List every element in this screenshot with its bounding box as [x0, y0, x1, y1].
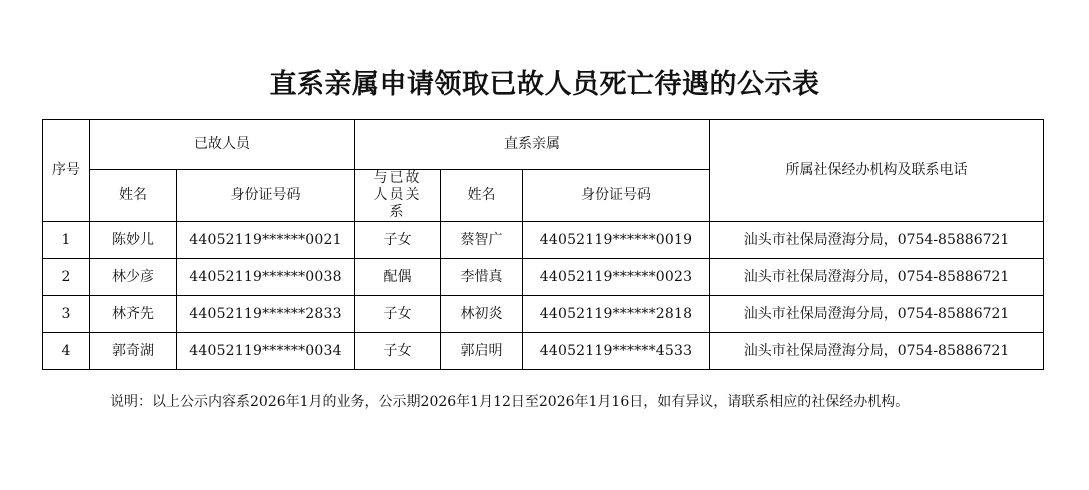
row-office: 汕头市社保局澄海分局，0754-85886721	[710, 333, 1044, 370]
notice-table	[42, 119, 1044, 370]
header-relative-name: 姓名	[441, 170, 523, 222]
row-deceased-name: 郭奇湖	[90, 333, 177, 370]
row-relative-id: 44052119******0019	[523, 222, 710, 259]
row-deceased-id: 44052119******2833	[177, 296, 355, 333]
row-seq: 1	[43, 222, 90, 259]
row-deceased-name: 陈妙儿	[90, 222, 177, 259]
table-row	[43, 296, 1044, 333]
header-seq: 序号	[43, 120, 90, 222]
page-title: 直系亲属申请领取已故人员死亡待遇的公示表	[269, 69, 820, 100]
row-deceased-id: 44052119******0021	[177, 222, 355, 259]
row-deceased-id: 44052119******0038	[177, 259, 355, 296]
row-office: 汕头市社保局澄海分局，0754-85886721	[710, 222, 1044, 259]
header-relative-id: 身份证号码	[523, 170, 710, 222]
row-relative-id: 44052119******2818	[523, 296, 710, 333]
row-office: 汕头市社保局澄海分局，0754-85886721	[710, 259, 1044, 296]
table-row	[43, 259, 1044, 296]
row-relative-id: 44052119******0023	[523, 259, 710, 296]
header-deceased-name: 姓名	[90, 170, 177, 222]
row-relation: 子女	[355, 296, 441, 333]
header-relatives-group: 直系亲属	[355, 120, 710, 170]
row-seq: 4	[43, 333, 90, 370]
header-row-group	[43, 120, 1044, 170]
row-relation: 配偶	[355, 259, 441, 296]
row-relative-name: 李惜真	[441, 259, 523, 296]
row-relation: 子女	[355, 222, 441, 259]
footnote: 说明：以上公示内容系2026年1月的业务，公示期2026年1月12日至2026年1月16日，如有异议，请联系相应的社保经办机构。	[110, 394, 910, 410]
header-deceased-group: 已故人员	[90, 120, 355, 170]
row-seq: 3	[43, 296, 90, 333]
table-row	[43, 333, 1044, 370]
header-relation-label: 与已故人员关系	[373, 170, 422, 220]
row-relative-id: 44052119******4533	[523, 333, 710, 370]
row-deceased-name: 林少彦	[90, 259, 177, 296]
table-row	[43, 222, 1044, 259]
row-seq: 2	[43, 259, 90, 296]
row-deceased-name: 林齐先	[90, 296, 177, 333]
header-office: 所属社保经办机构及联系电话	[710, 120, 1044, 222]
row-relation: 子女	[355, 333, 441, 370]
row-relative-name: 蔡智广	[441, 222, 523, 259]
header-deceased-id: 身份证号码	[177, 170, 355, 222]
row-office: 汕头市社保局澄海分局，0754-85886721	[710, 296, 1044, 333]
row-relative-name: 林初炎	[441, 296, 523, 333]
header-relation	[355, 170, 441, 222]
row-deceased-id: 44052119******0034	[177, 333, 355, 370]
row-relative-name: 郭启明	[441, 333, 523, 370]
